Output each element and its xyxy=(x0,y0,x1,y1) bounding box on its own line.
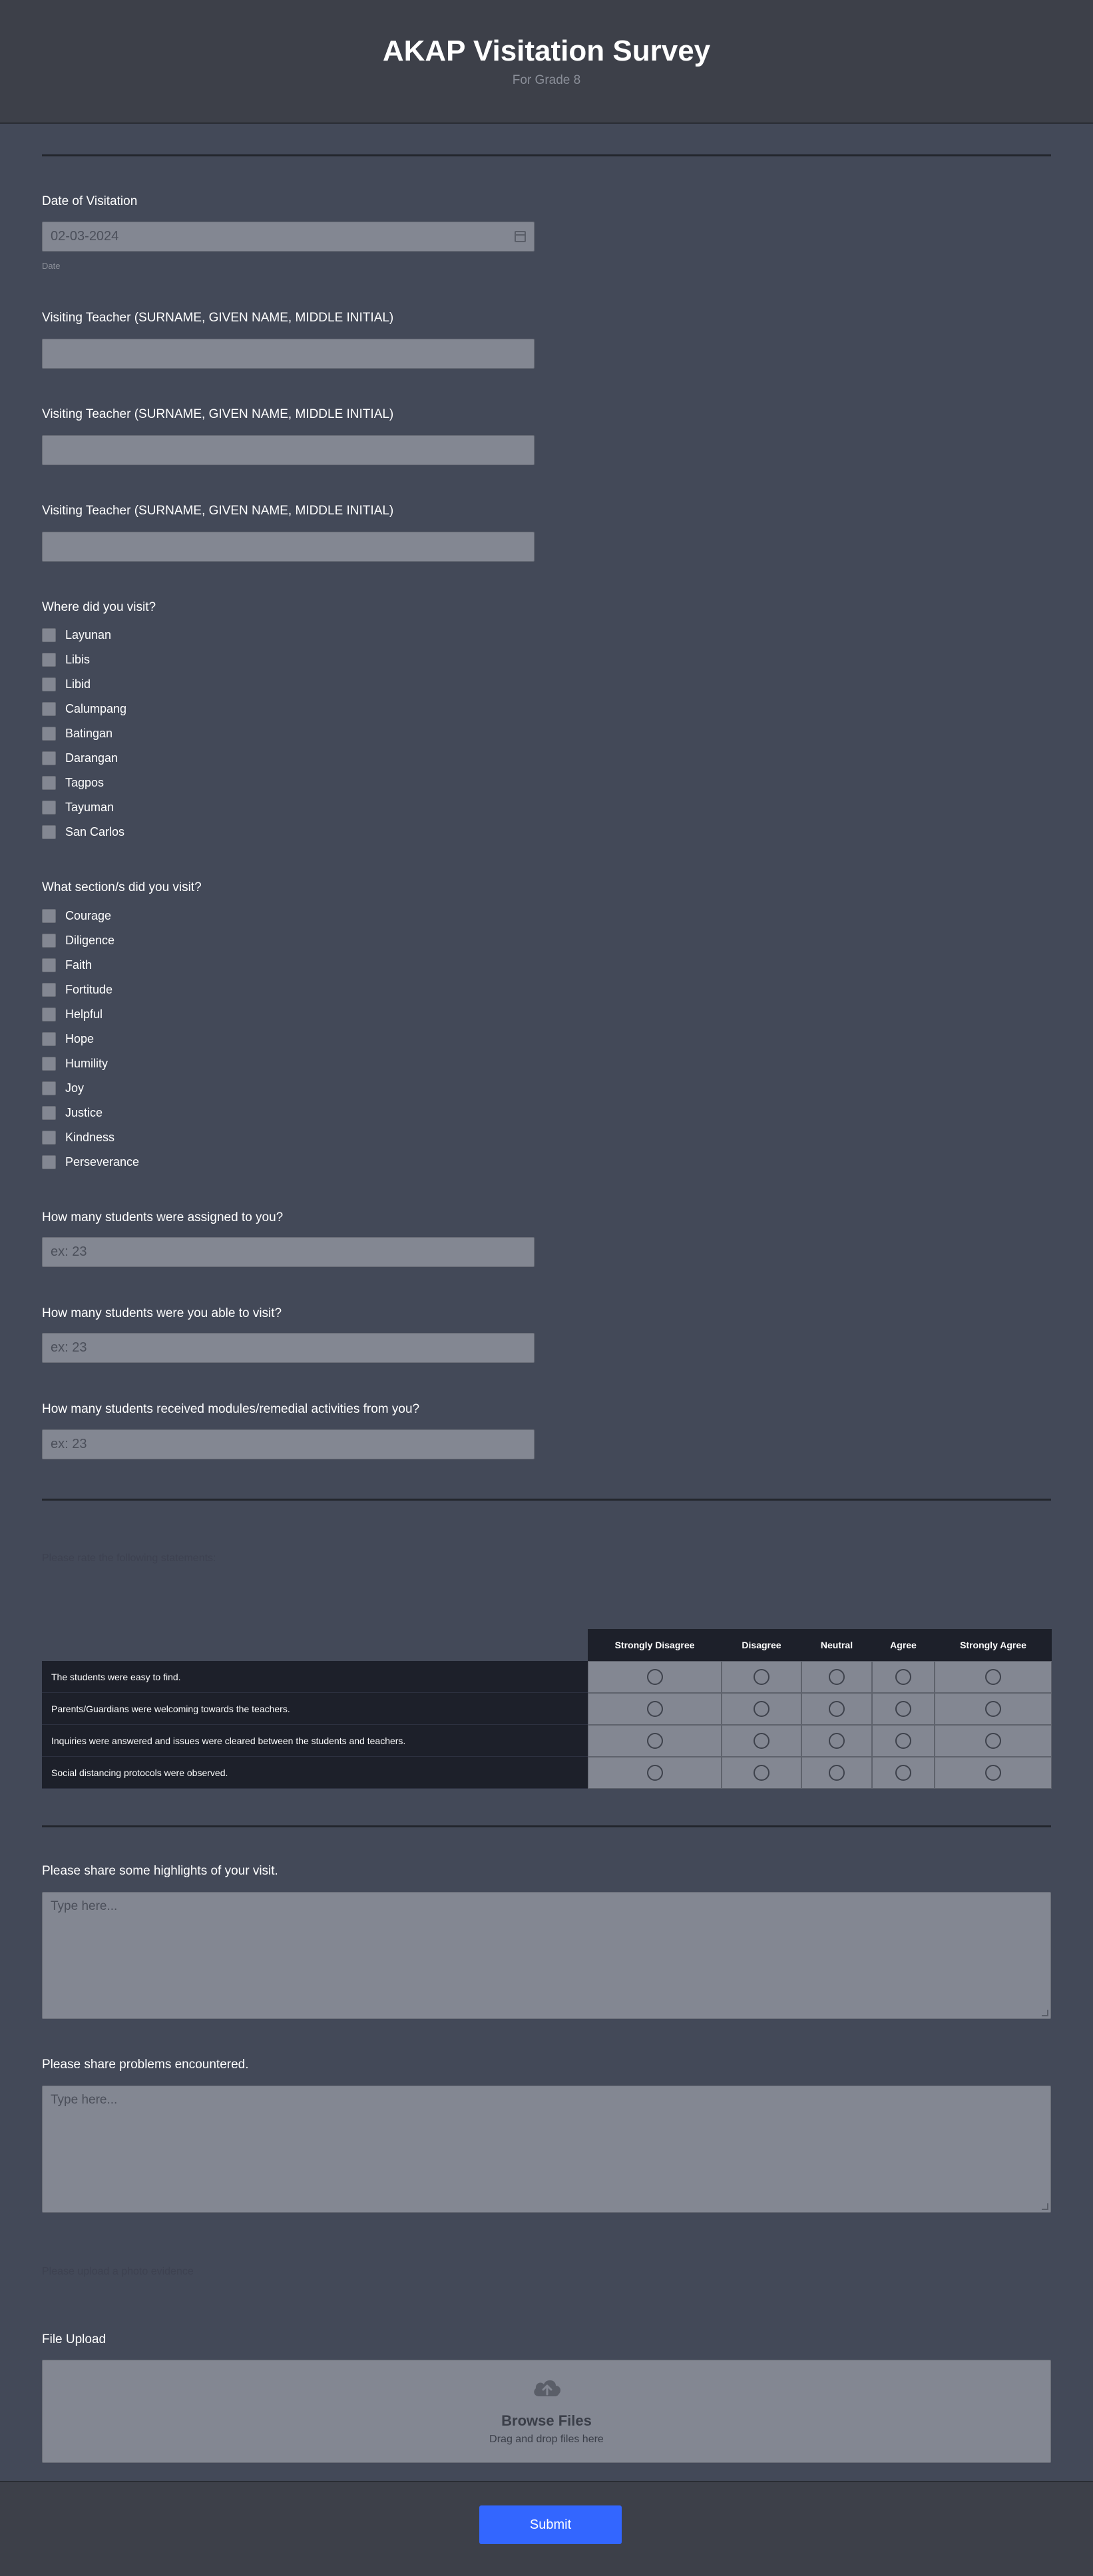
place-option[interactable]: Tagpos xyxy=(42,775,308,791)
matrix-cell[interactable] xyxy=(801,1661,872,1693)
matrix-cell[interactable] xyxy=(935,1661,1052,1693)
place-option[interactable]: Libis xyxy=(42,651,308,667)
radio-button[interactable] xyxy=(754,1701,769,1717)
radio-button[interactable] xyxy=(829,1765,845,1781)
radio-button[interactable] xyxy=(895,1669,911,1685)
checkbox[interactable] xyxy=(42,751,56,765)
radio-button[interactable] xyxy=(647,1701,663,1717)
checkbox[interactable] xyxy=(42,825,56,839)
calendar-icon[interactable] xyxy=(515,231,526,242)
radio-button[interactable] xyxy=(985,1701,1001,1717)
matrix-cell[interactable] xyxy=(872,1661,935,1693)
matrix-column-header: Disagree xyxy=(722,1629,801,1661)
highlights-label: Please share some highlights of your visit. xyxy=(42,1864,278,1878)
matrix-cell[interactable] xyxy=(935,1725,1052,1757)
checkbox[interactable] xyxy=(42,628,56,642)
teacher-1-label: Visiting Teacher (SURNAME, GIVEN NAME, MIDDLE INITIAL) xyxy=(42,311,394,325)
upload-intro: Please upload a photo evidence xyxy=(42,2266,194,2277)
radio-button[interactable] xyxy=(647,1669,663,1685)
section-option[interactable]: Humility xyxy=(42,1055,308,1071)
browse-files-label[interactable]: Browse Files xyxy=(501,2412,592,2429)
place-option[interactable]: Layunan xyxy=(42,627,308,643)
radio-button[interactable] xyxy=(647,1733,663,1749)
place-option[interactable]: Batingan xyxy=(42,725,308,741)
date-input[interactable] xyxy=(42,222,535,252)
radio-button[interactable] xyxy=(895,1765,911,1781)
section-option[interactable]: Joy xyxy=(42,1080,308,1096)
radio-button[interactable] xyxy=(895,1701,911,1717)
teacher-3-input[interactable] xyxy=(42,532,535,562)
section-option[interactable]: Perseverance xyxy=(42,1154,308,1170)
sections-label: What section/s did you visit? xyxy=(42,880,202,894)
section-option[interactable]: Hope xyxy=(42,1031,308,1047)
place-option[interactable]: San Carlos xyxy=(42,824,308,840)
upload-label: File Upload xyxy=(42,2332,107,2346)
places-label: Where did you visit? xyxy=(42,600,156,614)
checkbox[interactable] xyxy=(42,934,56,948)
assigned-label: How many students were assigned to you? xyxy=(42,1210,284,1224)
checkbox[interactable] xyxy=(42,983,56,997)
form-subtitle: For Grade 8 xyxy=(512,73,581,87)
checkbox[interactable] xyxy=(42,1106,56,1120)
checkbox[interactable] xyxy=(42,702,56,716)
resize-handle[interactable] xyxy=(1042,2203,1048,2210)
highlights-textarea[interactable] xyxy=(42,1892,1051,2019)
matrix-cell[interactable] xyxy=(588,1725,722,1757)
teacher-1-input[interactable] xyxy=(42,339,535,369)
matrix-column-header: Neutral xyxy=(801,1629,872,1661)
radio-button[interactable] xyxy=(829,1669,845,1685)
matrix-column-header: Strongly Disagree xyxy=(588,1629,722,1661)
matrix-row-label: The students were easy to find. xyxy=(42,1661,588,1693)
place-option[interactable]: Calumpang xyxy=(42,701,308,717)
matrix-cell[interactable] xyxy=(588,1757,722,1789)
form-footer xyxy=(0,2481,1093,2576)
checkbox[interactable] xyxy=(42,801,56,815)
modules-input[interactable]: ex: 23 xyxy=(42,1429,535,1459)
checkbox[interactable] xyxy=(42,1057,56,1071)
cloud-upload-icon xyxy=(531,2376,563,2398)
checkbox[interactable] xyxy=(42,776,56,790)
place-option[interactable]: Darangan xyxy=(42,750,308,766)
section-option[interactable]: Helpful xyxy=(42,1006,308,1022)
problems-placeholder: Type here... xyxy=(51,2093,118,2107)
divider xyxy=(42,1825,1051,1827)
matrix-cell[interactable] xyxy=(722,1693,801,1725)
radio-button[interactable] xyxy=(754,1733,769,1749)
radio-button[interactable] xyxy=(895,1733,911,1749)
assigned-input[interactable]: ex: 23 xyxy=(42,1237,535,1267)
radio-button[interactable] xyxy=(985,1733,1001,1749)
teacher-2-label: Visiting Teacher (SURNAME, GIVEN NAME, MIDDLE INITIAL) xyxy=(42,407,394,421)
matrix-cell[interactable] xyxy=(872,1725,935,1757)
drag-drop-label: Drag and drop files here xyxy=(489,2434,604,2445)
divider xyxy=(42,1499,1051,1501)
section-option[interactable]: Faith xyxy=(42,957,308,973)
section-option[interactable]: Diligence xyxy=(42,932,308,948)
teacher-2-input[interactable] xyxy=(42,435,535,465)
section-option[interactable]: Justice xyxy=(42,1105,308,1121)
divider xyxy=(42,154,1051,156)
checkbox[interactable] xyxy=(42,1155,56,1169)
matrix-cell[interactable] xyxy=(935,1693,1052,1725)
resize-handle[interactable] xyxy=(1042,2010,1048,2016)
matrix-cell[interactable] xyxy=(801,1757,872,1789)
place-option[interactable]: Libid xyxy=(42,676,308,692)
section-option[interactable]: Courage xyxy=(42,908,308,924)
radio-button[interactable] xyxy=(829,1733,845,1749)
matrix-cell[interactable] xyxy=(588,1661,722,1693)
section-option[interactable]: Kindness xyxy=(42,1129,308,1145)
checkbox[interactable] xyxy=(42,1032,56,1046)
visited-label: How many students were you able to visit? xyxy=(42,1306,282,1320)
checkbox[interactable] xyxy=(42,1131,56,1145)
radio-button[interactable] xyxy=(985,1669,1001,1685)
matrix-cell[interactable] xyxy=(872,1757,935,1789)
radio-button[interactable] xyxy=(829,1701,845,1717)
teacher-3-label: Visiting Teacher (SURNAME, GIVEN NAME, MIDDLE INITIAL) xyxy=(42,504,394,518)
matrix-row-label: Social distancing protocols were observed. xyxy=(42,1757,588,1789)
date-value: 02-03-2024 xyxy=(51,229,119,244)
matrix-cell[interactable] xyxy=(588,1693,722,1725)
date-sublabel: Date xyxy=(42,261,61,271)
matrix-cell[interactable] xyxy=(935,1757,1052,1789)
matrix-cell[interactable] xyxy=(801,1693,872,1725)
matrix-cell[interactable] xyxy=(722,1661,801,1693)
matrix-cell[interactable] xyxy=(722,1757,801,1789)
visited-input[interactable]: ex: 23 xyxy=(42,1333,535,1363)
submit-button[interactable]: Submit xyxy=(479,2505,622,2544)
checkbox[interactable] xyxy=(42,1008,56,1021)
place-option[interactable]: Tayuman xyxy=(42,799,308,815)
checkbox[interactable] xyxy=(42,1081,56,1095)
matrix-cell[interactable] xyxy=(722,1725,801,1757)
matrix-row-label: Parents/Guardians were welcoming towards the teachers. xyxy=(42,1693,588,1725)
modules-label: How many students received modules/remedial activities from you? xyxy=(42,1402,420,1416)
checkbox[interactable] xyxy=(42,653,56,667)
problems-label: Please share problems encountered. xyxy=(42,2058,249,2072)
matrix-intro: Please rate the following statements: xyxy=(42,1553,216,1564)
matrix-row-label: Inquiries were answered and issues were cleared between the students and teachers. xyxy=(42,1725,588,1757)
matrix-column-header: Agree xyxy=(872,1629,935,1661)
checkbox[interactable] xyxy=(42,727,56,741)
checkbox[interactable] xyxy=(42,677,56,691)
checkbox[interactable] xyxy=(42,909,56,923)
radio-button[interactable] xyxy=(754,1669,769,1685)
section-option[interactable]: Fortitude xyxy=(42,982,308,998)
form-header xyxy=(0,0,1093,124)
radio-button[interactable] xyxy=(985,1765,1001,1781)
highlights-placeholder: Type here... xyxy=(51,1899,118,1913)
matrix-cell[interactable] xyxy=(801,1725,872,1757)
matrix-column-header: Strongly Agree xyxy=(935,1629,1052,1661)
matrix-cell[interactable] xyxy=(872,1693,935,1725)
checkbox[interactable] xyxy=(42,958,56,972)
radio-button[interactable] xyxy=(754,1765,769,1781)
radio-button[interactable] xyxy=(647,1765,663,1781)
date-label: Date of Visitation xyxy=(42,194,138,208)
file-upload-dropzone[interactable] xyxy=(42,2360,1051,2463)
problems-textarea[interactable] xyxy=(42,2086,1051,2213)
form-title: AKAP Visitation Survey xyxy=(382,35,711,67)
